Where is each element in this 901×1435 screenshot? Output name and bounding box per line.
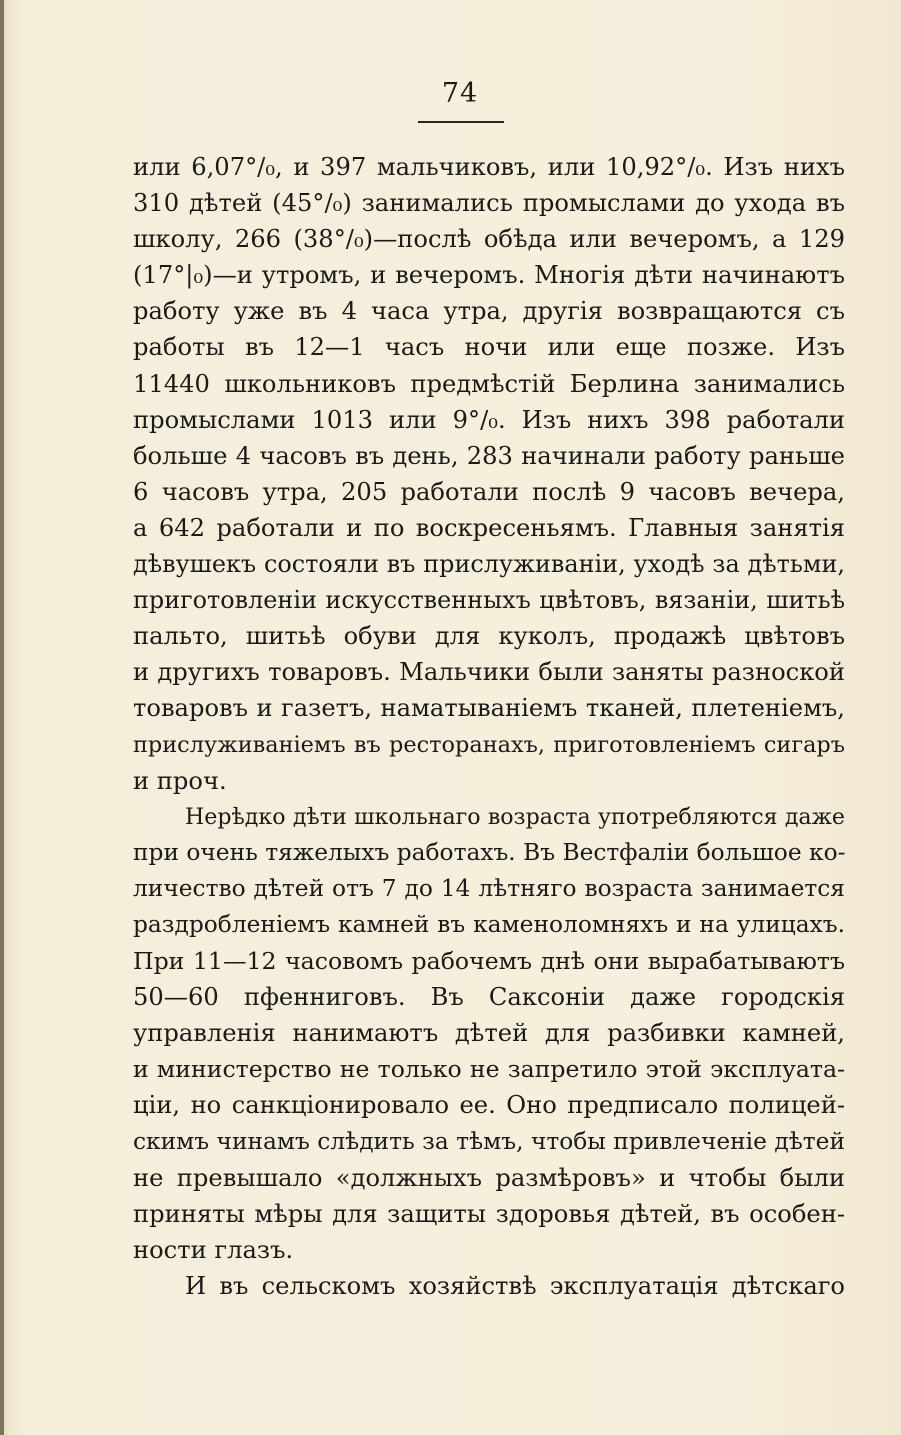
body-text [133, 149, 845, 1304]
text-line: товаровъ и газетъ, наматываніемъ тканей, плетеніемъ, [133, 694, 845, 723]
text-line: прислуживаніемъ въ ресторанахъ, приготовленіемъ сигаръ [133, 731, 845, 758]
text-line: пальто, шитьѣ обуви для куколъ, продажѣ цвѣтовъ [133, 622, 845, 651]
text-line: и другихъ товаровъ. Мальчики были заняты разноской [133, 658, 845, 687]
text-line: Нерѣдко дѣти школьнаго возраста употребляются даже [185, 803, 845, 830]
text-line: а 642 работали и по воскресеньямъ. Главныя занятія [133, 513, 845, 542]
text-line: скимъ чинамъ слѣдить за тѣмъ, чтобы привлеченіе дѣтей [133, 1127, 845, 1155]
text-line: или 6,07°/₀, и 397 мальчиковъ, или 10,92°/₀. Изъ нихъ [133, 153, 845, 181]
text-line: работы въ 12—1 часъ ночи или еще позже. Изъ [133, 333, 845, 362]
text-line: личество дѣтей отъ 7 до 14 лѣтняго возраста занимается [133, 874, 845, 902]
text-line: и министерство не только не запретило этой эксплуата- [133, 1055, 845, 1084]
text-line: не превышало «должныхъ размѣровъ» и чтобы были [133, 1163, 845, 1192]
text-line: при очень тяжелыхъ работахъ. Въ Вестфаліи большое ко- [133, 838, 845, 866]
text-line: приготовленіи искусственныхъ цвѣтовъ, вязаніи, шитьѣ [133, 586, 845, 615]
text-line: (17°|₀)—и утромъ, и вечеромъ. Многія дѣти начинаютъ [133, 261, 845, 290]
text-line: приняты мѣры для защиты здоровья дѣтей, въ особен- [133, 1199, 845, 1228]
text-line: При 11—12 часовомъ рабочемъ днѣ они вырабатываютъ [133, 947, 845, 976]
text-line: промыслами 1013 или 9°/₀. Изъ нихъ 398 работали [133, 405, 845, 434]
text-line: 50—60 пфенниговъ. Въ Саксоніи даже городскія [133, 983, 845, 1012]
text-line: дѣвушекъ состояли въ прислуживаніи, уходѣ за дѣтьми, [133, 550, 845, 579]
text-line: работу уже въ 4 часа утра, другія возвращаются съ [133, 297, 845, 326]
text-line: раздробленіемъ камней въ каменоломняхъ и на улицахъ. [133, 910, 845, 938]
page-number: 74 [441, 78, 479, 109]
text-line: 310 дѣтей (45°/₀) занимались промыслами до ухода въ [133, 189, 845, 218]
text-line: И въ сельскомъ хозяйствѣ эксплуатація дѣтскаго [185, 1271, 845, 1300]
page-number-rule [418, 121, 504, 123]
text-line: 11440 школьниковъ предмѣстій Берлина занимались [133, 369, 845, 398]
text-line: ности глазъ. [133, 1235, 294, 1264]
text-line: управленія нанимаютъ дѣтей для разбивки камней, [133, 1019, 845, 1048]
page-spine-edge [0, 0, 4, 1435]
text-line: и проч. [133, 766, 227, 795]
text-line: больше 4 часовъ въ день, 283 начинали работу раньше [133, 441, 845, 470]
text-line: школу, 266 (38°/₀)—послѣ обѣда или вечеромъ, а 129 [133, 225, 845, 254]
text-line: 6 часовъ утра, 205 работали послѣ 9 часовъ вечера, [133, 477, 845, 506]
text-line: ціи, но санкціонировало ее. Оно предписало полицей- [133, 1091, 845, 1120]
